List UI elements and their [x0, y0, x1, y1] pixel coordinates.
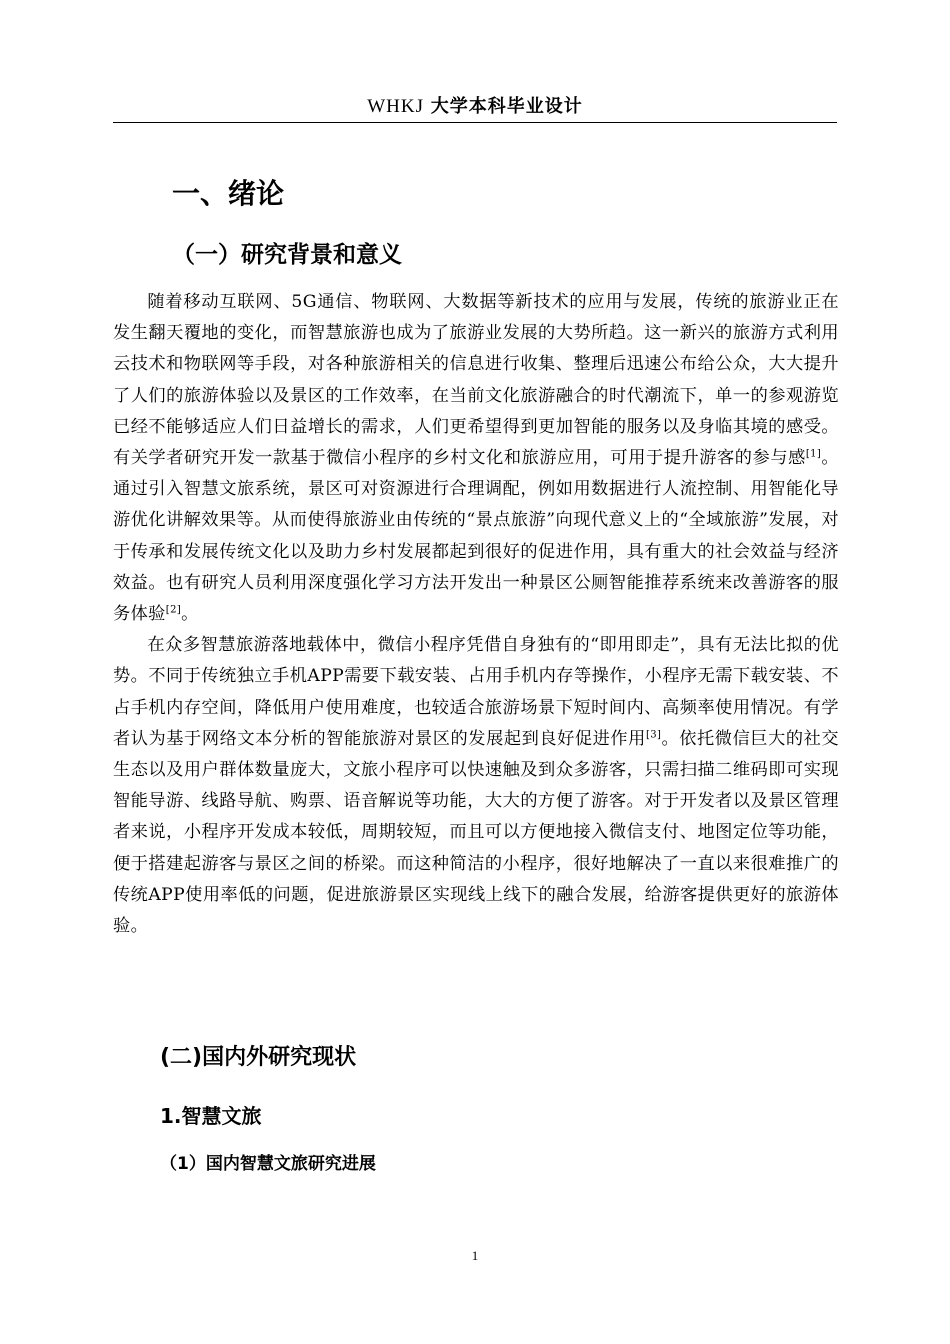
subsubsection-title-domestic-progress: （1）国内智慧文旅研究进展 [160, 1154, 376, 1174]
page-number: 1 [471, 1248, 479, 1263]
paragraph-1-part-a: 随着移动互联网、5G通信、物联网、大数据等新技术的应用与发展，传统的旅游业正在发生翻天覆地的变化，而智慧旅游也成为了旅游业发展的大势所趋。这一新兴的旅游方式利用云技术和物联网等手段，对各种旅游相关的信息进行收集、整理后迅速公布给公众，大大提升了人们的旅游体验以及景区的工作效率，在当前文化旅游融合的时代潮流下，单一的参观游览已经不能够适应人们日益增长的需求，人们更希望得到更加智能的服务以及身临其境的感受。有关学者研究开发一款基于微信小程序的乡村文化和旅游应用，可用于提升游客的参与感 [113, 292, 839, 469]
citation-3: [3] [645, 729, 662, 741]
page-header [113, 96, 837, 118]
section-title-research-status: (二)国内外研究现状 [160, 1045, 357, 1070]
citation-2: [2] [165, 604, 182, 616]
paragraph-1-part-c: 。 [181, 604, 199, 625]
body-text [113, 287, 839, 942]
header-document-type: 大学本科毕业设计 [430, 96, 583, 117]
citation-1: [1] [805, 448, 822, 460]
section-title-background: （一）研究背景和意义 [172, 242, 402, 268]
header-divider [113, 122, 837, 123]
paragraph-2-part-b: 。依托微信巨大的社交生态以及用户群体数量庞大，文旅小程序可以快速触及到众多游客，只需扫描二维码即可实现智能导游、线路导航、购票、语音解说等功能，大大的方便了游客。对于开发者以及景区管理者来说，小程序开发成本较低，周期较短，而且可以方便地接入微信支付、地图定位等功能，便于搭建起游客与景区之间的桥梁。而这种简洁的小程序，很好地解决了一直以来很难推广的传统APP使用率低的问题，促进旅游景区实现线上线下的融合发展，给游客提供更好的旅游体验。 [113, 728, 839, 937]
subsection-title-smart-tourism: 1.智慧文旅 [160, 1104, 262, 1128]
paragraph-2 [113, 630, 839, 942]
header-school-code: WHKJ [367, 96, 425, 117]
paragraph-1-part-b: 。通过引入智慧文旅系统，景区可对资源进行合理调配，例如用数据进行人流控制、用智能化导游优化讲解效果等。从而使得旅游业由传统的“景点旅游”向现代意义上的“全域旅游”发展，对于传承和发展传统文化以及助力乡村发展都起到很好的促进作用，具有重大的社会效益与经济效益。也有研究人员利用深度强化学习方法开发出一种景区公厕智能推荐系统来改善游客的服务体验 [113, 448, 839, 625]
chapter-title: 一、绪论 [172, 177, 285, 210]
paragraph-1 [113, 287, 839, 630]
paragraph-2-part-a: 在众多智慧旅游落地载体中，微信小程序凭借自身独有的“即用即走”，具有无法比拟的优势。不同于传统独立手机APP需要下载安装、占用手机内存等操作，小程序无需下载安装、不占手机内存空间，降低用户使用难度，也较适合旅游场景下短时间内、高频率使用情况。有学者认为基于网络文本分析的智能旅游对景区的发展起到良好促进作用 [113, 635, 839, 749]
